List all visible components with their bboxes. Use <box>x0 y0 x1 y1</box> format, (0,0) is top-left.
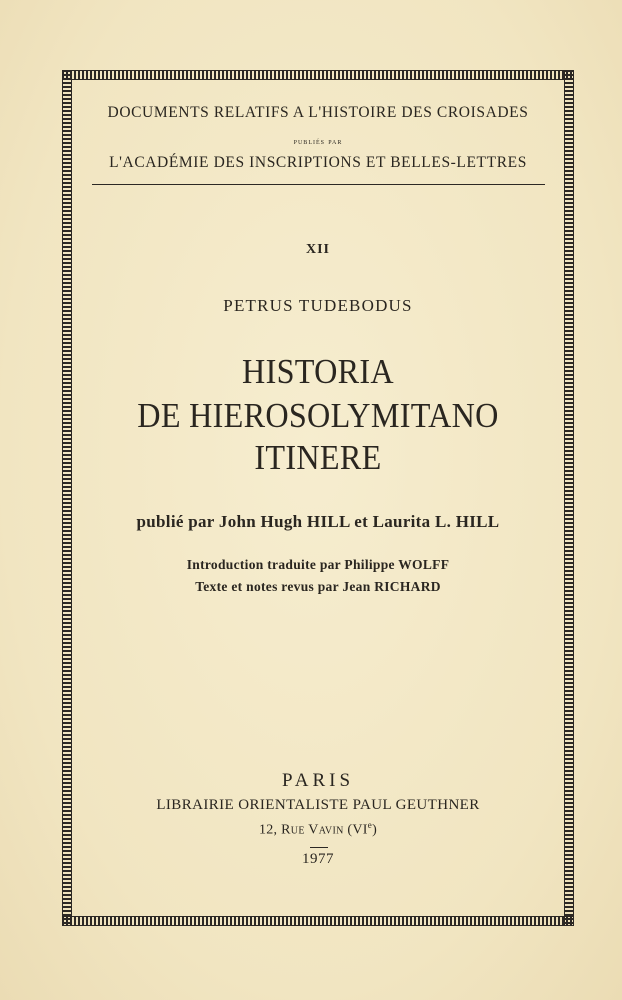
imprint-divider <box>310 847 328 848</box>
book-title-line1: HISTORIA <box>242 352 394 391</box>
address-street: Rue Vavin <box>281 822 344 838</box>
imprint-address <box>72 820 564 839</box>
address-number: 12, <box>258 822 278 838</box>
border-bottom <box>62 916 574 926</box>
border-left <box>62 70 72 926</box>
publication-year: 1977 <box>302 851 334 867</box>
editors-line: publié par John Hugh HILL et Laurita L. HILL <box>136 512 500 531</box>
author-name: PETRUS TUDEBODUS <box>223 296 413 315</box>
address-superscript: e <box>367 820 373 830</box>
book-title-line3: ITINERE <box>254 438 382 477</box>
volume-number: XII <box>305 242 330 257</box>
border-top <box>62 70 574 80</box>
series-divider <box>92 184 545 185</box>
series-title-line2: publiés par <box>293 136 343 146</box>
book-title-line2: DE HIEROSOLYMITANO <box>137 396 499 435</box>
imprint-publisher: LIBRAIRIE ORIENTALISTE PAUL GEUTHNER <box>156 797 480 813</box>
series-title-line3: L'ACADÉMIE DES INSCRIPTIONS ET BELLES-LETTRES <box>109 154 527 171</box>
series-title-line1: DOCUMENTS RELATIFS A L'HISTOIRE DES CROISADES <box>107 104 529 121</box>
imprint-city: PARIS <box>281 770 355 791</box>
introduction-credit: Introduction traduite par Philippe WOLFF <box>186 557 450 572</box>
address-close: ) <box>372 822 378 838</box>
revision-credit: Texte et notes revus par Jean RICHARD <box>195 579 441 594</box>
address-district: (VI <box>347 822 368 838</box>
border-right <box>564 70 574 926</box>
